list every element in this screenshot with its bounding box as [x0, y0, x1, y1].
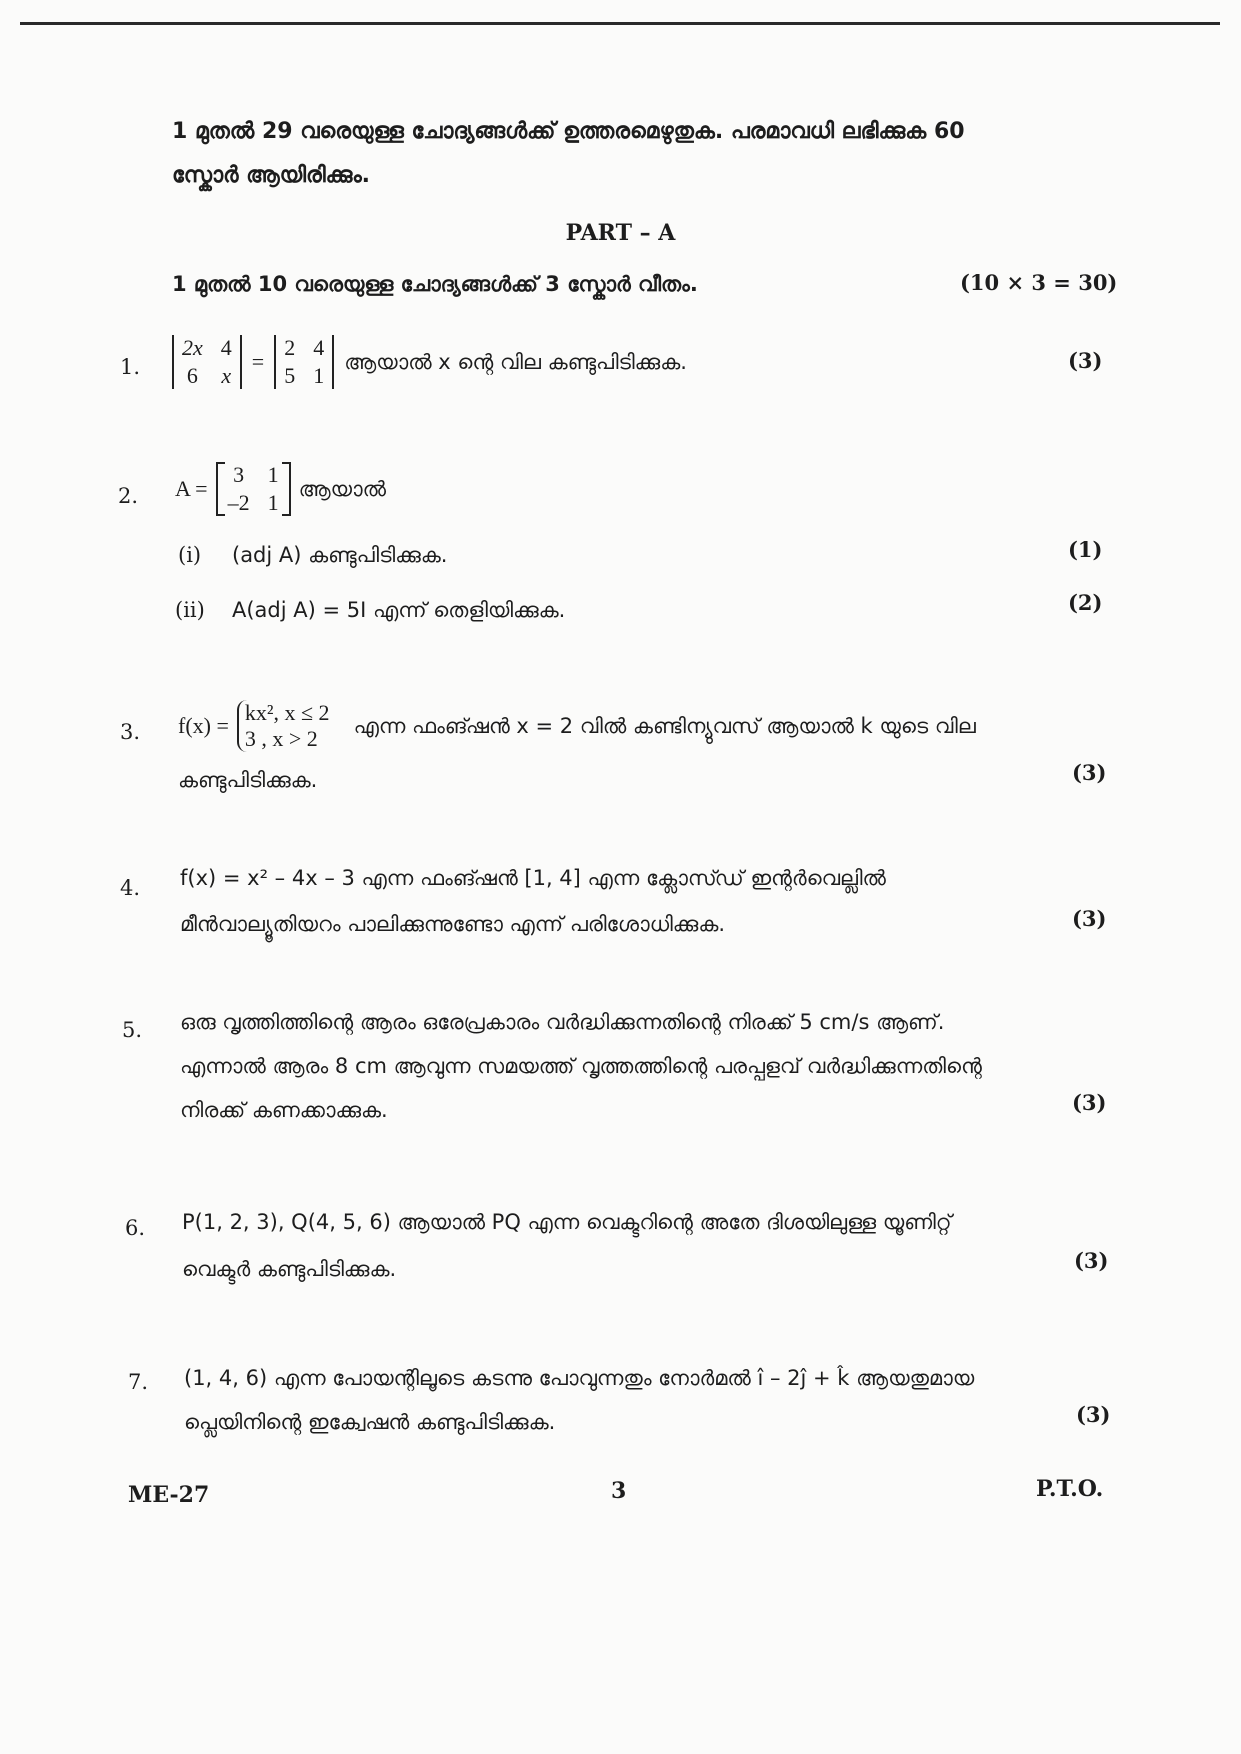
q4-number: 4.	[120, 876, 141, 900]
q2-matrix	[216, 462, 291, 516]
please-turn-over: P.T.O.	[1036, 1476, 1104, 1502]
q2-ii-text: A(adj A) = 5I എന്ന് തെളിയിക്കുക.	[232, 598, 566, 622]
q7-marks: (3)	[1076, 1402, 1111, 1427]
q3-text-2: കണ്ടുപിടിക്കുക.	[178, 768, 318, 792]
q1-determinant-2	[274, 335, 334, 389]
page-number: 3	[611, 1478, 627, 1504]
q1-equals: =	[251, 349, 265, 374]
paper-code: ME-27	[128, 1482, 210, 1508]
q1-d2-cell: 2	[284, 335, 296, 360]
q1-marks: (3)	[1068, 348, 1103, 373]
q1-d2-cell: 1	[313, 363, 325, 388]
q1-number: 1.	[120, 355, 141, 379]
q2-text: ആയാൽ	[298, 476, 387, 501]
q2-matrix-cell: 1	[267, 462, 279, 487]
top-rule	[20, 22, 1220, 25]
q7-text-2: പ്ലെയിനിന്റെ ഇക്വേഷൻ കണ്ടുപിടിക്കുക.	[184, 1410, 556, 1434]
instructions-line2: സ്കോർ ആയിരിക്കും.	[172, 163, 371, 188]
q1-d1-cell: 6	[186, 363, 198, 388]
q1-d1-cell: x	[221, 363, 232, 388]
q4-text: f(x) = x² – 4x – 3 എന്ന ഫംങ്ഷൻ [1, 4] എന്ന ക്ലോസ്ഡ് ഇന്റർവെല്ലിൽ	[180, 866, 886, 890]
q2-lhs: A =	[175, 476, 208, 501]
instructions-line1: 1 മുതൽ 29 വരെയുള്ള ചോദ്യങ്ങൾക്ക് ഉത്തരമെഴുതുക. പരമാവധി ലഭിക്കുക 60	[172, 119, 965, 144]
q4-marks: (3)	[1072, 906, 1107, 931]
q5-text: ഒരു വൃത്തിത്തിന്റെ ആരം ഒരേപ്രകാരം വർദ്ധിക്കുന്നതിന്റെ നിരക്ക് 5 cm/s ആണ്.	[180, 1010, 945, 1034]
q1-d2-cell: 4	[313, 335, 325, 360]
q4-text-2: മീൻവാല്യൂതിയറം പാലിക്കുന്നുണ്ടോ എന്ന് പരിശോധിക്കുക.	[180, 912, 726, 936]
q5-text-2: എന്നാൽ ആരം 8 cm ആവുന്ന സമയത്ത് വൃത്തത്തിന്റെ പരപ്പളവ് വർദ്ധിക്കുന്നതിന്റെ	[180, 1054, 982, 1078]
q3-lhs: f(x) =	[178, 713, 229, 738]
q1-d2-cell: 5	[284, 363, 296, 388]
q5-text-3: നിരക്ക് കണക്കാക്കുക.	[180, 1098, 388, 1122]
q2-number: 2.	[118, 484, 139, 508]
q7-number: 7.	[128, 1370, 149, 1394]
q6-number: 6.	[125, 1216, 146, 1240]
q3-case-1: kx², x ≤ 2	[244, 700, 330, 725]
q2-matrix-cell: 3	[233, 462, 245, 487]
instructions	[172, 110, 1072, 198]
q5-number: 5.	[122, 1018, 143, 1042]
q2-i-label: (i)	[178, 543, 202, 567]
q2-matrix-cell: 1	[267, 490, 279, 515]
q2-ii-label: (ii)	[175, 598, 205, 622]
part-heading: PART – A	[565, 220, 676, 246]
q2-i-text: (adj A) കണ്ടുപിടിക്കുക.	[232, 543, 448, 567]
section-instruction: 1 മുതൽ 10 വരെയുള്ള ചോദ്യങ്ങൾക്ക് 3 സ്കോർ വീതം.	[172, 272, 698, 296]
q2-matrix-cell: –2	[227, 490, 250, 515]
q3-case-2: 3 , x > 2	[244, 726, 318, 751]
q3-text: എന്ന ഫംങ്ഷൻ x = 2 വിൽ കണ്ടിന്യുവസ് ആയാൽ k യുടെ വില	[353, 713, 976, 738]
q5-marks: (3)	[1072, 1090, 1107, 1115]
q1-text: ആയാൽ x ന്റെ വില കണ്ടുപിടിക്കുക.	[344, 349, 687, 374]
q1-line	[172, 335, 687, 389]
q3-marks: (3)	[1072, 760, 1107, 785]
q6-marks: (3)	[1074, 1248, 1109, 1273]
q2-i-marks: (1)	[1068, 537, 1103, 562]
q2-line	[175, 462, 386, 516]
q3-piecewise	[237, 700, 330, 752]
section-marks: (10 × 3 = 30)	[960, 270, 1118, 295]
q3-number: 3.	[120, 720, 141, 744]
q2-ii-marks: (2)	[1068, 590, 1103, 615]
q1-d1-cell: 4	[220, 335, 232, 360]
q1-determinant-1	[172, 335, 242, 389]
q6-text: P(1, 2, 3), Q(4, 5, 6) ആയാൽ PQ എന്ന വെക്ടറിന്റെ അതേ ദിശയിലുള്ള യൂണിറ്റ്	[182, 1210, 952, 1234]
q6-text-2: വെക്ടർ കണ്ടുപിടിക്കുക.	[182, 1257, 397, 1281]
q7-text: (1, 4, 6) എന്ന പോയന്റിലൂടെ കടന്നു പോവുന്നതും നോർമൽ î – 2ĵ + k̂ ആയതുമായ	[184, 1366, 975, 1390]
q1-d1-cell: 2x	[182, 335, 203, 360]
q3-line	[178, 700, 976, 752]
